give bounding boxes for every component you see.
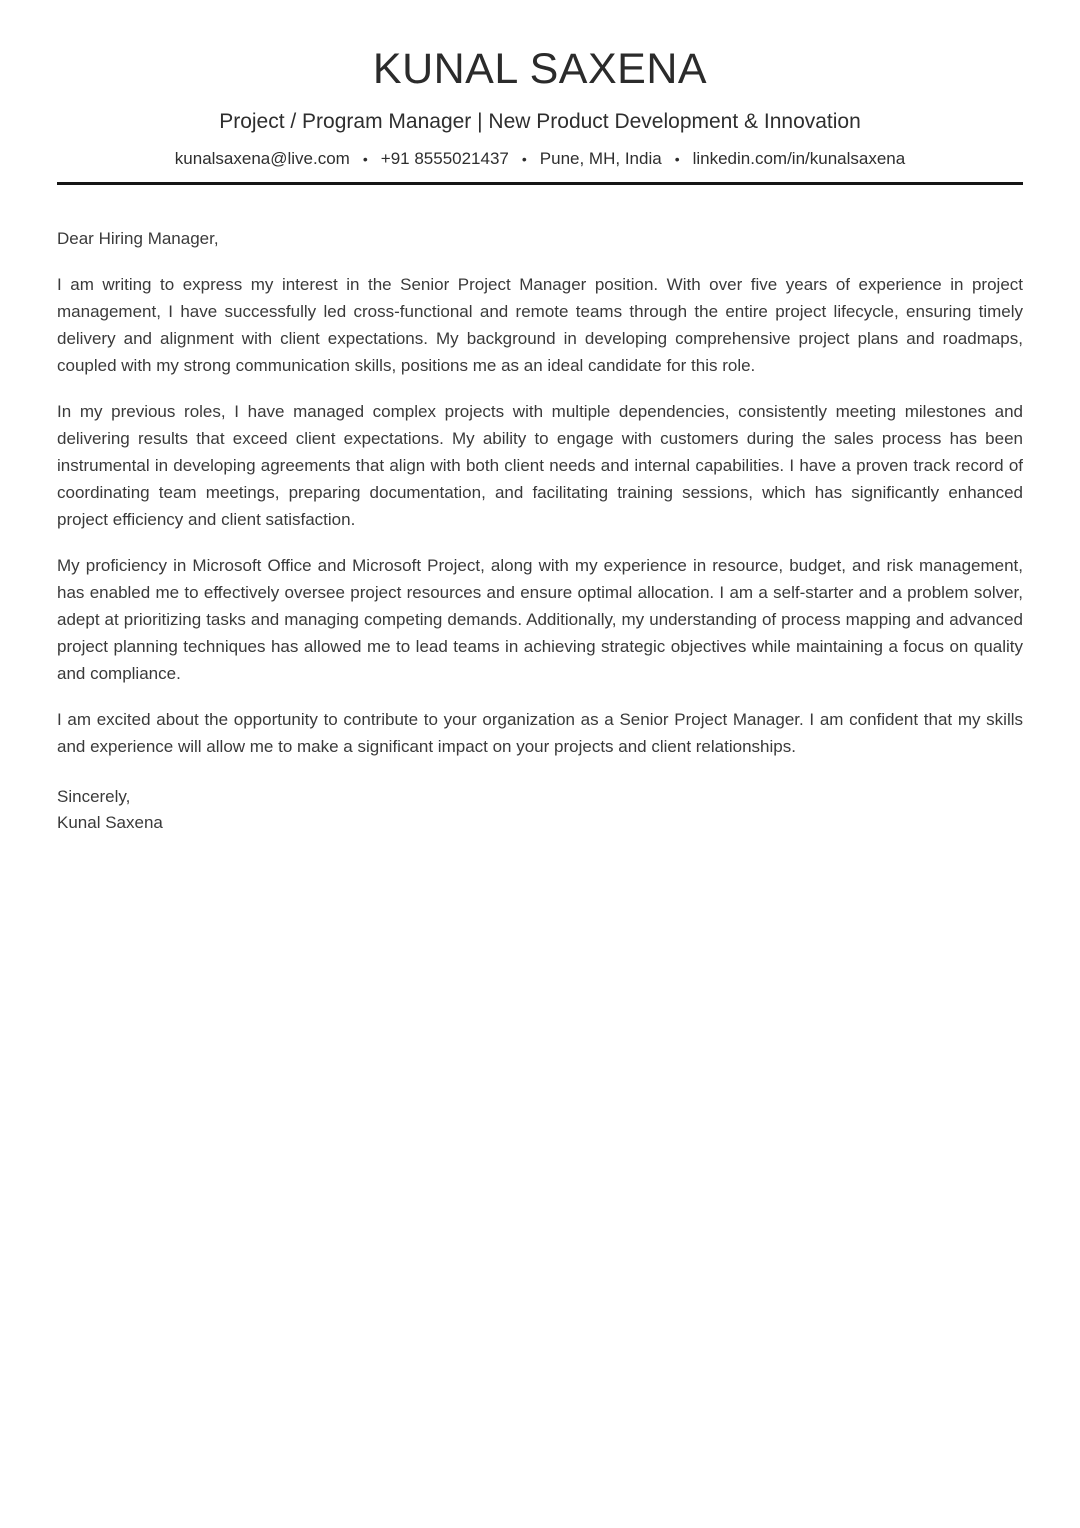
paragraph-skills: My proficiency in Microsoft Office and Microsoft Project, along with my experience in resource, budget, and risk management, has enabled me to effectively oversee project resources and ensure optimal allocation. I am a self-starter and a problem solver, adept at prioritizing tasks and managing competing demands. Additionally, my understanding of process mapping and advanced project planning techniques has allowed me to lead teams in achieving strategic objectives while maintaining a focus on quality and compliance.	[57, 556, 1023, 684]
contact-linkedin: linkedin.com/in/kunalsaxena	[692, 149, 906, 169]
letter-header	[57, 46, 1023, 185]
contact-line	[57, 149, 1023, 169]
salutation: Dear Hiring Manager,	[57, 229, 219, 249]
header-divider	[57, 182, 1023, 185]
paragraph-conclusion: I am excited about the opportunity to contribute to your organization as a Senior Project Manager. I am confident that my skills and experience will allow me to make a significant impact on your projects and client relationships.	[57, 710, 1023, 757]
bullet-separator-icon: •	[362, 151, 368, 168]
signature: Kunal Saxena	[57, 813, 163, 833]
candidate-name: KUNAL SAXENA	[372, 45, 708, 93]
candidate-title: Project / Program Manager | New Product Development & Innovation	[219, 110, 861, 134]
paragraph-experience: In my previous roles, I have managed complex projects with multiple dependencies, consistently meeting milestones and delivering results that exceed client expectations. My ability to engage with customers during the sales process has been instrumental in developing agreements that align with both client needs and internal capabilities. I have a proven track record of coordinating team meetings, preparing documentation, and facilitating training sessions, which has significantly enhanced project efficiency and client satisfaction.	[57, 402, 1023, 530]
letter-body	[57, 225, 1023, 836]
paragraph-intro: I am writing to express my interest in the Senior Project Manager position. With over five years of experience in project management, I have successfully led cross-functional and remote teams through the entire project lifecycle, ensuring timely delivery and alignment with client expectations. My background in developing comprehensive project plans and roadmaps, coupled with my strong communication skills, positions me as an ideal candidate for this role.	[57, 275, 1023, 376]
contact-email: kunalsaxena@live.com	[174, 149, 350, 169]
bullet-separator-icon: •	[674, 151, 680, 168]
contact-location: Pune, MH, India	[539, 149, 662, 169]
contact-phone: +91 8555021437	[380, 149, 509, 169]
closing-block	[57, 784, 1023, 836]
closing: Sincerely,	[57, 787, 131, 807]
bullet-separator-icon: •	[521, 151, 527, 168]
